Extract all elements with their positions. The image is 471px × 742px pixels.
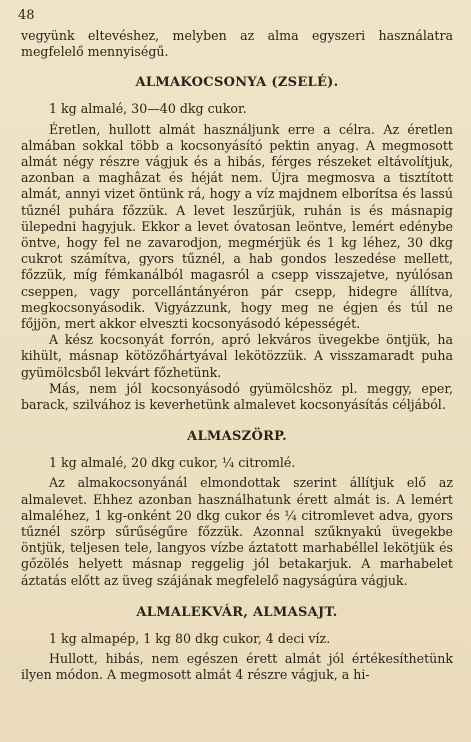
- ingredients-almakocsonya: 1 kg almalé, 30—40 dkg cukor.: [49, 101, 247, 117]
- paragraph: Hullott, hibás, nem egészen érett almát jól értékesíthetünk ilyen módon. A megmosott almát 4 részre vágjuk, a hi-: [21, 651, 453, 683]
- paragraph: Más, nem jól kocsonyásodó gyümölcshöz pl. meggy, eper, barack, szilvához is keverhetünk almalevet kocsonyásítás céljából.: [21, 380, 453, 413]
- paragraph: Éretlen, hullott almát használjunk erre a célra. Az éretlen almában sokkal több a kocsonyásító pektin anyag. A megmosott almát négy részre vágjuk és a hibás, férges részeket eltávolítjuk, azonban a maghâzat és héját nem. Újra megmosva a tisztított almát, annyi vizet öntünk rá, hogy a víz majdnem elborítsa és lassú tűznél puhára főzzük. A levet leszűrjük, ruhán is és másnapig ülepedni hagyjuk. Ekkor a levet óvatosan leöntve, lemért edénybe öntve, hogy fel ne zavarodjon, megmérjük és 1 kg léhez, 30 dkg cukrot számítva, gyors tűznél, a hab gondos leszedése mellett, főzzük, míg fémkanálból magasról a csepp visszajetve, nyúlósan cseppen, vagy porcellántányéron pár csepp, hidegre állítva, megkocsonyásodik. Vigyázzunk, hogy meg ne égjen és túl ne főjjön, mert akkor elveszti kocsonyásodó képességét.: [21, 121, 453, 332]
- ingredients-almalekvar: 1 kg almapép, 1 kg 80 dkg cukor, 4 deci víz.: [49, 630, 331, 646]
- ingredients-almaszorp: 1 kg almalé, 20 dkg cukor, ¼ citromlé.: [49, 455, 296, 471]
- section-title-almalekvar: ALMALEKVÁR, ALMASAJT.: [136, 604, 338, 620]
- page-number: 48: [18, 8, 35, 23]
- section-title-almaszorp: ALMASZÖRP.: [187, 429, 287, 445]
- paragraph: A kész kocsonyát forrón, apró lekváros üvegekbe öntjük, ha kihült, másnap kötözőhártyával lekötözzük. A visszamaradt puha gyümölcsből lekvárt főzhetünk.: [21, 332, 453, 380]
- section-title-almakocsonya: ALMAKOCSONYA (ZSELÉ).: [135, 75, 339, 91]
- intro-paragraph: vegyünk eltevéshez, melyben az alma egyszeri használatra megfelelő mennyiségű.: [21, 28, 453, 60]
- paragraph: Az almakocsonyánál elmondottak szerint állítjuk elő az almalevet. Ehhez azonban használhatunk érett almát is. A lemért almaléhez, 1 kg-onként 20 dkg cukor és ¼ citromlevet adva, gyors tűznél szörp sűrűségűre főzzük. Azonnal szűknyakú üvegekbe öntjük, teljesen tele, langyos vízbe áztatott marhabéllel lekötjük és gőzölés helyett másnap reggelig jól betakarjuk. A marhabelet áztatás előtt az üveg szájának megfelelő nagyságúra vágjuk.: [21, 475, 453, 588]
